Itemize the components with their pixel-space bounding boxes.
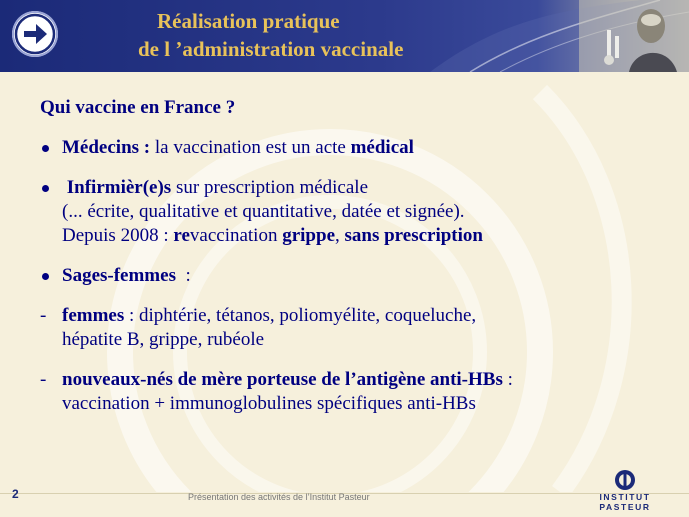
- list-item-medecins: Médecins : la vaccination est un acte médical: [40, 136, 670, 160]
- pasteur-portrait-image: [579, 0, 689, 72]
- slide-content: [40, 96, 670, 432]
- list-item-sages-femmes: Sages-femmes :: [40, 264, 670, 288]
- section-heading: Qui vaccine en France ?: [40, 97, 236, 118]
- institut-pasteur-logo-icon: [575, 468, 675, 492]
- bullet-icon: [42, 145, 49, 152]
- header-band: [0, 0, 689, 72]
- list-item-nouveaux-nes: - nouveaux-nés de mère porteuse de l’antigène anti-HBs : vaccination + immunoglobulines spécifiques anti-HBs: [40, 369, 513, 414]
- list-item-infirmiers: Infirmièr(e)s sur prescription médicale (... écrite, qualitative et quantitative, datée et signée). Depuis 2008 : revaccination grippe, sans prescription: [40, 176, 670, 248]
- next-slide-button[interactable]: [12, 11, 58, 57]
- list-item-femmes: - femmes : diphtérie, tétanos, poliomyélite, coqueluche, hépatite B, grippe, rubéole: [40, 305, 477, 350]
- revaccination-note: Depuis 2008 : revaccination grippe, sans prescription: [62, 225, 483, 246]
- slide-title-line2: de l ’administration vaccinale: [138, 37, 404, 61]
- footer-text: Présentation des activités de l’Institut Pasteur: [188, 492, 370, 502]
- institut-pasteur-logo: [575, 468, 675, 512]
- page-number: 2: [12, 487, 19, 501]
- prescription-detail: (... écrite, qualitative et quantitative, datée et signée).: [62, 201, 465, 222]
- bullet-icon: [42, 273, 49, 280]
- slide-title-line1: Réalisation pratique: [157, 9, 340, 33]
- bullet-icon: [42, 185, 49, 192]
- arrow-right-icon: [12, 11, 58, 57]
- logo-text: INSTITUT PASTEUR: [599, 492, 651, 512]
